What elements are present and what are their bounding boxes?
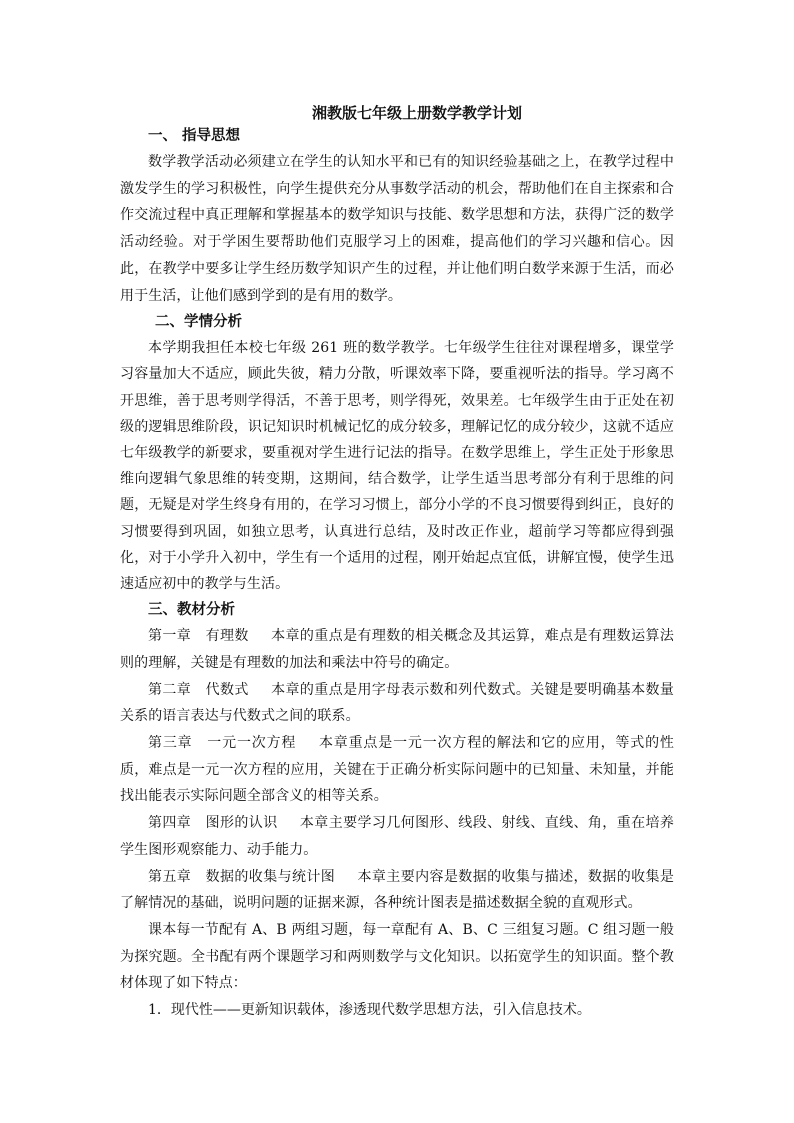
chapter-name: 第二章 代数式 bbox=[148, 681, 249, 698]
chapter-description: 本章主要学习几何图形、线段、射线、直线、角，重在培养学生图形观察能力、动手能力。 bbox=[120, 815, 674, 858]
feature-list-item: 1．现代性——更新知识载体，渗透现代数学思想方法，引入信息技术。 bbox=[148, 1002, 591, 1019]
section-heading-student-analysis: 二、学情分析 bbox=[155, 313, 242, 331]
chapter-name: 第一章 有理数 bbox=[148, 628, 249, 645]
section-heading-textbook-analysis: 三、教材分析 bbox=[148, 601, 235, 619]
chapter-paragraph bbox=[120, 864, 674, 917]
document-title: 湘教版七年级上册数学教学计划 bbox=[311, 104, 522, 122]
paragraph-student-analysis: 本学期我担任本校七年级 261 班的数学教学。七年级学生往往对课程增多，课堂学习容量加大不适应，顾此失彼，精力分散，听课效率下降，要重视听法的指导。学习离不开思维，善于思考则学得活，不善于思考，则学得死，效果差。七年级学生由于正处在初级的逻辑思维阶段，识记知识时机械记忆的成分较多，理解记忆的成分较少，这就不适应七年级教学的新要求，要重视对学生进行记法的指导。在数学思维上，学生正处于形象思维向逻辑气象思维的转变期，这期间，结合数学，让学生适当思考部分有利于思维的问题，无疑是对学生终身有用的，在学习习惯上，部分小学的不良习惯要得到纠正，良好的习惯要得到巩固，如独立思考，认真进行总结，及时改正作业，超前学习等都应得到强化，对于小学升入初中，学生有一个适用的过程，刚开始起点宜低，讲解宜慢，使学生迅速适应初中的教学与生活。 bbox=[120, 340, 674, 593]
document-page bbox=[120, 103, 674, 1023]
chapter-description: 本章重点是一元一次方程的解法和它的应用，等式的性质，难点是一元一次方程的应用，关键在于正确分析实际问题中的已知量、未知量，并能找出能表示实际问题全部含义的相等关系。 bbox=[120, 735, 674, 805]
chapter-paragraph bbox=[120, 730, 674, 810]
chapter-name: 第四章 图形的认识 bbox=[148, 815, 278, 832]
chapter-description: 本章的重点是用字母表示数和列代数式。关键是要明确基本数量关系的语言表达与代数式之间的联系。 bbox=[120, 681, 674, 725]
paragraph-textbook-summary: 课本每一节配有 A、B 两组习题，每一章配有 A、B、C 三组复习题。C 组习题一般为探究题。全书配有两个课题学习和两则数学与文化知识。以拓宽学生的知识面。整个教材体现了如下特点： bbox=[120, 921, 674, 992]
chapter-description: 本章主要内容是数据的收集与描述，数据的收集是了解情况的基础，说明问题的证据来源，各种统计图表是描述数据全貌的直观形式。 bbox=[120, 868, 674, 912]
chapter-description: 本章的重点是有理数的相关概念及其运算，难点是有理数运算法则的理解，关键是有理数的加法和乘法中符号的确定。 bbox=[120, 628, 674, 671]
section-heading-guiding-ideas: 一、 指导思想 bbox=[148, 127, 241, 144]
paragraph-guiding-ideas: 数学教学活动必须建立在学生的认知水平和已有的知识经验基础之上，在教学过程中激发学生的学习积极性，向学生提供充分从事数学活动的机会，帮助他们在自主探索和合作交流过程中真正理解和掌握基本的数学知识与技能、数学思想和方法，获得广泛的数学活动经验。对于学困生要帮助他们克服学习上的困难，提高他们的学习兴趣和信心。因此，在教学中要多让学生经历数学知识产生的过程，并让他们明白数学来源于生活，而必用于生活，让他们感到学到的是有用的数学。 bbox=[120, 154, 674, 304]
chapter-paragraph bbox=[120, 623, 674, 676]
chapter-name: 第五章 数据的收集与统计图 bbox=[148, 868, 336, 885]
chapter-paragraph bbox=[120, 677, 674, 730]
chapter-name: 第三章 一元一次方程 bbox=[148, 735, 297, 752]
chapter-paragraph bbox=[120, 810, 674, 863]
